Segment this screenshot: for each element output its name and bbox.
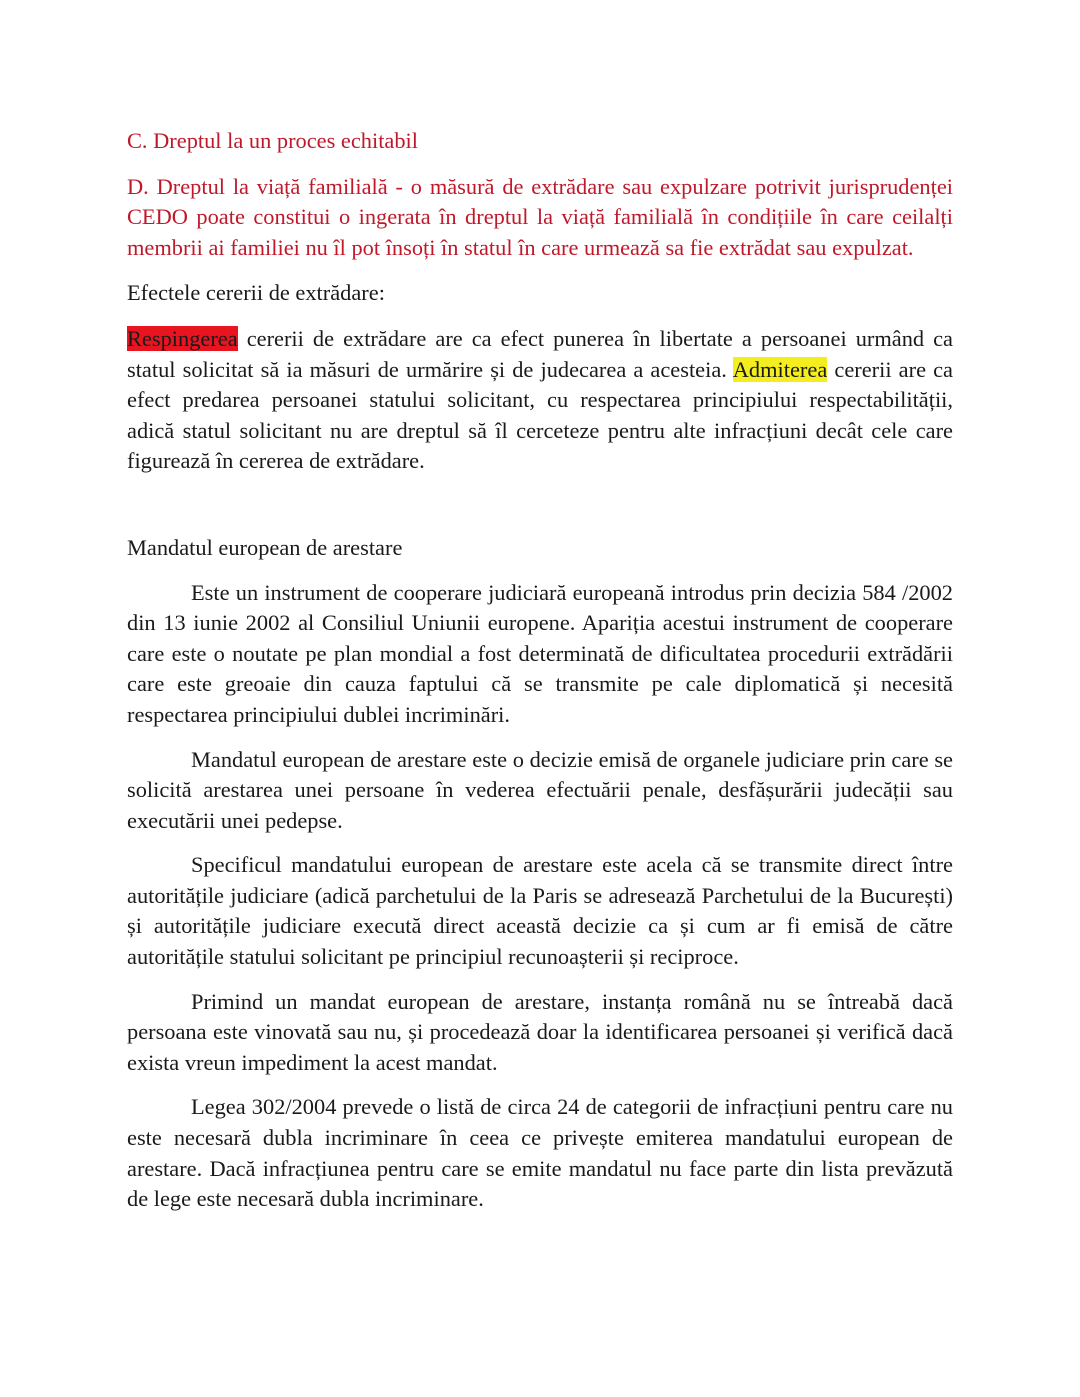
mandate-paragraph-4: Primind un mandat european de arestare, instanța română nu se întreabă dacă persoana este vinovată sau nu, și procedează doar la identificarea persoanei și verifică dacă exista vreun impediment la acest mandat.	[127, 988, 953, 1075]
mandate-paragraph-3: Specificul mandatului european de arestare este acela că se transmite direct între autoritățile judiciare (adică parchetului de la Paris se adresează Parchetului de la București) și autoritățile judiciare execută direct această decizie ca și cum ar fi emisă de către autoritățile statului solicitant pe principiul recunoașterii și reciproce.	[127, 852, 953, 970]
respingerea-text: cererii de extrădare are ca efect punerea în libertate a persoanei urmând ca statul solicitat să ia măsuri de urmărire și de judecarea a acesteia.	[127, 325, 953, 382]
effects-heading: Efectele cererii de extrădare:	[127, 280, 385, 306]
mandate-heading: Mandatul european de arestare	[127, 534, 403, 560]
mandate-paragraph-5: Legea 302/2004 prevede o listă de circa 24 de categorii de infracțiuni pentru care nu este necesară dubla incriminare în ceea ce privește emiterea mandatului european de arestare. Dacă infracțiunea pentru care se emite mandatul nu face parte din lista prevăzută de lege este necesară dubla incriminare.	[127, 1094, 953, 1212]
highlight-respingerea: Respingerea	[127, 325, 238, 351]
highlight-admiterea: Admiterea	[732, 356, 828, 382]
effects-paragraph	[127, 324, 953, 477]
section-c-heading: C. Dreptul la un proces echitabil	[127, 128, 418, 153]
document-page	[127, 122, 953, 1215]
section-d-paragraph: D. Dreptul la viață familială - o măsură de extrădare sau expulzare potrivit jurisprudenței CEDO poate constitui o ingerata în dreptul la viață familială în condițiile în care ceilalți membrii ai familiei nu îl pot însoți în statul în care urmează sa fie extrădat sau expulzat.	[127, 173, 953, 260]
admiterea-text: cererii are ca efect predarea persoanei statului solicitant, cu respectarea principiului respectabilității, adică statul solicitant nu are dreptul să îl cerceteze pentru alte infracțiuni decât cele care figurează în cererea de extrădare.	[127, 356, 953, 474]
mandate-paragraph-2: Mandatul european de arestare este o decizie emisă de organele judiciare prin care se solicită arestarea unei persoane în vederea efectuării penale, desfășurării judecății sau executării unei pedepse.	[127, 746, 953, 833]
mandate-paragraph-1: Este un instrument de cooperare judiciară europeană introdus prin decizia 584 /2002 din 13 iunie 2002 al Consiliul Uniunii europene. Apariția acestui instrument de cooperare care este o noutate pe plan mondial a fost determinată de dificultatea procedurii extrădării care este greoaie din cauza faptului că se transmite pe cale diplomatică și necesită respectarea principiului dublei incriminări.	[127, 579, 953, 727]
